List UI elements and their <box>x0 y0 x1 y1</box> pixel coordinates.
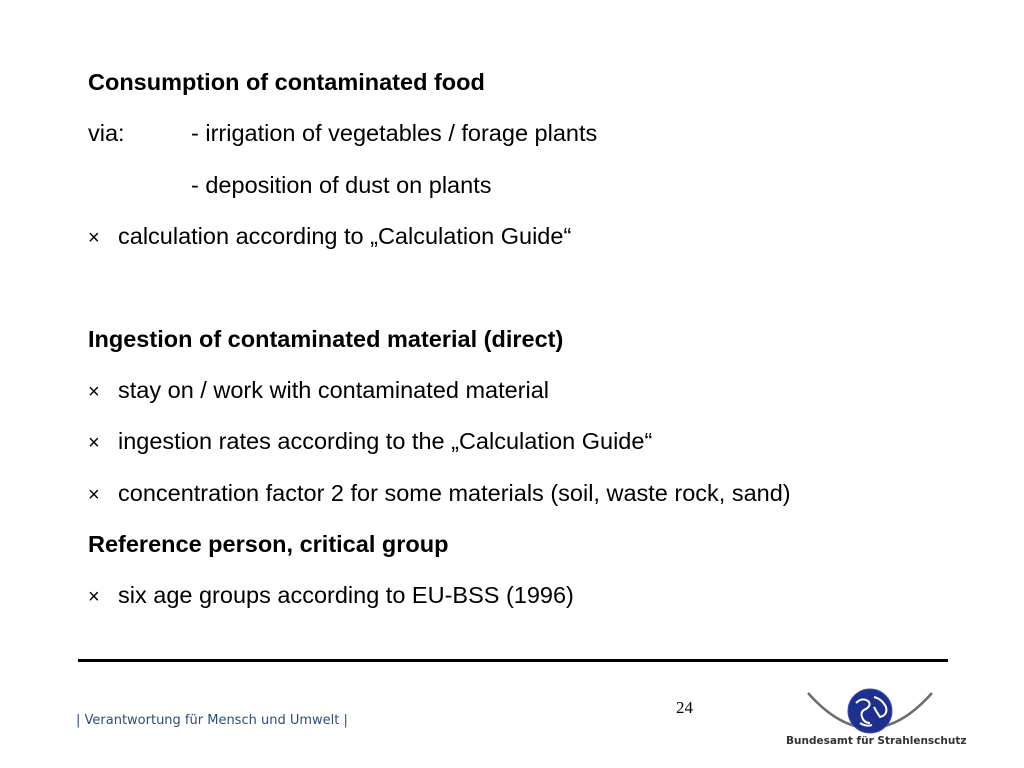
bullet-item <box>88 222 571 252</box>
via-row-1 <box>88 119 597 147</box>
bullet-item <box>88 376 549 406</box>
via-item: - irrigation of vegetables / forage plants <box>191 120 598 146</box>
times-icon: × <box>88 484 100 506</box>
footer-tagline: | Verantwortung für Mensch und Umwelt | <box>76 713 348 728</box>
times-icon: × <box>88 227 100 249</box>
heading-reference: Reference person, critical group <box>88 531 449 557</box>
bullet-item <box>88 581 574 611</box>
bullet-text: six age groups according to EU-BSS (1996) <box>118 582 574 608</box>
heading-food: Consumption of contaminated food <box>88 69 485 95</box>
bullet-text: stay on / work with contaminated material <box>118 377 550 403</box>
logo-caption: Bundesamt für Strahlenschutz <box>786 735 967 747</box>
footer-divider <box>78 659 948 662</box>
bullet-item <box>88 427 652 457</box>
via-row-2 <box>88 171 491 199</box>
bullet-text: calculation according to „Calculation Guide“ <box>118 223 572 249</box>
times-icon: × <box>88 381 100 403</box>
via-item: - deposition of dust on plants <box>191 172 492 198</box>
bullet-item <box>88 479 791 509</box>
via-label: via: <box>88 120 125 146</box>
bullet-text: concentration factor 2 for some materials (soil, waste rock, sand) <box>118 480 791 506</box>
heading-ingestion: Ingestion of contaminated material (direct) <box>88 326 564 352</box>
times-icon: × <box>88 586 100 608</box>
bullet-text: ingestion rates according to the „Calculation Guide“ <box>118 428 653 454</box>
page-number: 24 <box>676 698 693 717</box>
times-icon: × <box>88 432 100 454</box>
